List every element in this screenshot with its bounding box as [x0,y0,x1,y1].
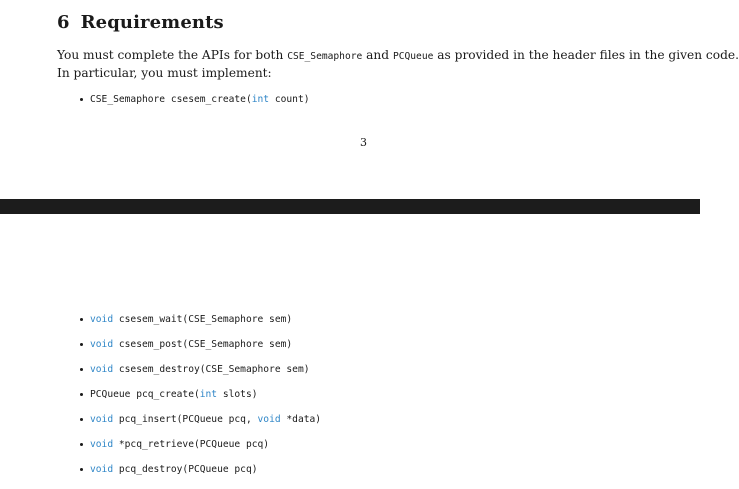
list-item [79,339,321,364]
code-text: pcq_destroy(PCQueue pcq) [113,464,258,475]
intro-text-1: You must complete the APIs for both [57,48,288,62]
intro-line-1 [57,47,739,65]
keyword: void [90,464,114,475]
keyword: void [257,414,281,425]
page-divider [0,199,700,214]
section-heading [57,12,224,33]
page-number: 3 [360,136,367,149]
list-item [79,94,310,119]
section-title: Requirements [80,12,224,33]
code-text: *data) [280,414,322,425]
api-list-first [79,94,310,119]
keyword: int [251,94,270,105]
list-item [79,414,321,439]
intro-code-pcqueue: PCQueue [392,51,434,62]
keyword: void [90,339,114,350]
keyword: void [90,414,114,425]
list-item [79,364,321,389]
code-text: csesem_post(CSE_Semaphore sem) [113,339,293,350]
keyword: void [90,314,114,325]
intro-code-semaphore: CSE_Semaphore [287,51,363,62]
intro-paragraph [57,47,739,81]
code-text: CSE_Semaphore csesem_create( [90,94,252,105]
api-list-second [79,314,321,489]
list-item [79,389,321,414]
keyword: void [90,364,114,375]
code-text: csesem_wait(CSE_Semaphore sem) [113,314,293,325]
code-text: count) [269,94,310,105]
code-text: slots) [217,389,258,400]
intro-text-3: as provided in the header files in the given code. [433,48,739,62]
intro-line-2: In particular, you must implement: [57,66,272,80]
code-text: *pcq_retrieve(PCQueue pcq) [113,439,270,450]
list-item [79,464,321,489]
intro-text-2: and [362,48,393,62]
list-item [79,314,321,339]
section-number: 6 [57,12,70,33]
keyword: int [199,389,218,400]
code-text: csesem_destroy(CSE_Semaphore sem) [113,364,310,375]
list-item [79,439,321,464]
keyword: void [90,439,114,450]
code-text: pcq_insert(PCQueue pcq, [113,414,258,425]
code-text: PCQueue pcq_create( [90,389,200,400]
